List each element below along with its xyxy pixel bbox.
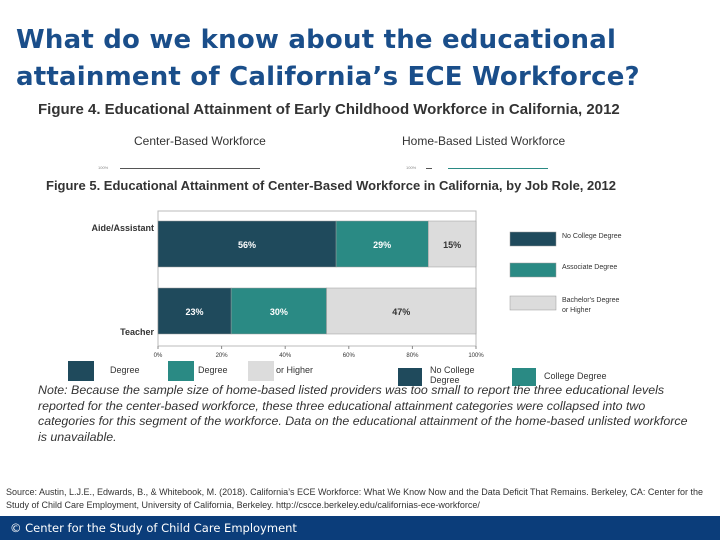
x-tick-label: 60% — [342, 353, 355, 359]
data-label: 29% — [373, 240, 392, 250]
figure4-legend-label: Degree — [110, 365, 140, 375]
data-label: 47% — [392, 307, 411, 317]
figure4-tick-right: 100% — [406, 165, 417, 170]
legend-label: Bachelor's Degree or Higher — [562, 297, 620, 314]
category-label: Aide/Assistant — [91, 223, 154, 233]
data-label: 56% — [238, 240, 257, 250]
figure-panel — [18, 93, 702, 445]
x-tick-label: 80% — [406, 353, 419, 359]
legend-swatch — [510, 263, 556, 277]
x-tick-label: 20% — [215, 353, 228, 359]
figure4-legend-swatch-no-degree — [68, 361, 94, 381]
data-label: 15% — [443, 240, 462, 250]
legend-label: No College Degree — [562, 233, 622, 240]
legend-swatch — [510, 296, 556, 310]
data-label: 30% — [269, 307, 288, 317]
figure5-title: Figure 5. Educational Attainment of Center-Based Workforce in California, by Job Role, 2012 — [46, 178, 616, 193]
x-tick-label: 40% — [279, 353, 292, 359]
figure4-legend-swatch-associate — [168, 361, 194, 381]
figure4-tick-left: 100% — [98, 165, 109, 170]
footer-bar — [0, 516, 720, 540]
footer-copyright: © Center for the Study of Child Care Employment — [10, 521, 297, 535]
legend-label: Associate Degree — [562, 264, 618, 271]
figure4-note: Note: Because the sample size of home-based listed providers was too small to report the three educational levels reported for the center-based workforce, these three educational attainment categories were collapsed into two categories for this segment of the workforce. Data on the educational attainment of the home-based unlisted workforce is unavailable. — [38, 383, 688, 444]
source-citation: Source: Austin, L.J.E., Edwards, B., & Whitebook, M. (2018). California’s ECE Workforce: What We Know Now and the Data Deficit That Remains. Berkeley, CA: Center for the Study of Child Care Employment, University of California, Berkeley. http://cscce.berkeley.edu/californias-ece-workforce/ — [6, 487, 703, 510]
figure4-legend-label: College Degree — [544, 371, 607, 381]
category-label: Teacher — [120, 327, 154, 337]
x-tick-label: 0% — [153, 353, 163, 359]
figure4-legend-swatch-bachelors — [248, 361, 274, 381]
slide-title: What do we know about the educational attainment of California’s ECE Workforce? — [16, 25, 640, 92]
figure4-panel-left-label: Center-Based Workforce — [134, 134, 266, 148]
figure4-legend-label: or Higher — [276, 365, 314, 375]
legend-swatch — [510, 232, 556, 246]
figure4-legend-label: Degree — [198, 365, 228, 375]
x-tick-label: 100% — [468, 353, 484, 359]
data-label: 23% — [185, 307, 204, 317]
figure4-panel-right-label: Home-Based Listed Workforce — [402, 134, 566, 148]
figure4-legend-label: No College Degree — [430, 365, 475, 385]
figure4-title: Figure 4. Educational Attainment of Early Childhood Workforce in California, 2012 — [38, 101, 620, 118]
